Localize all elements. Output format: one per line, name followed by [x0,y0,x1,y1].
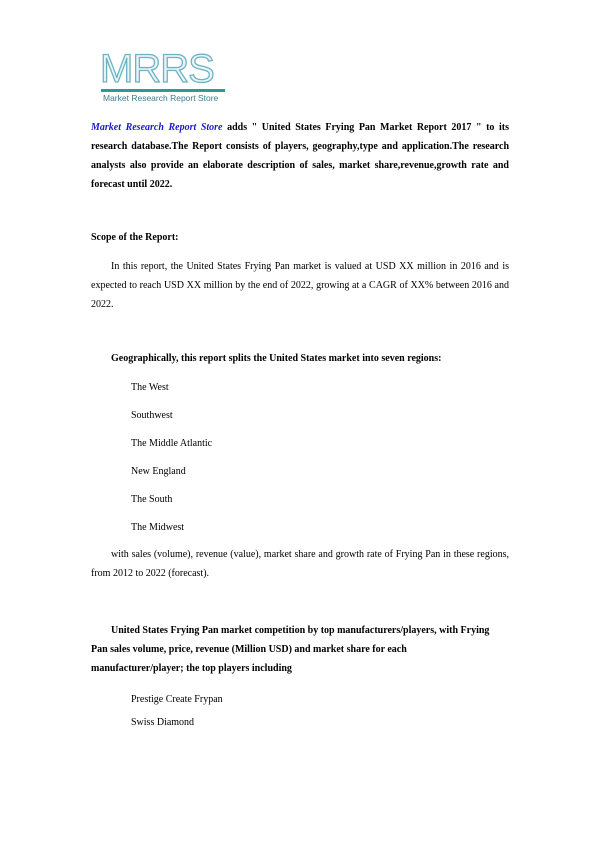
region-item: The South [131,494,173,505]
geo-heading: Geographically, this report splits the United States market into seven regions: [111,353,442,364]
player-item: Swiss Diamond [131,717,195,728]
logo-letters: MRRS [100,50,214,88]
intro-paragraph [91,118,509,194]
region-item: The Middle Atlantic [131,438,213,449]
logo-tagline: Market Research Report Store [103,93,219,103]
scope-paragraph: In this report, the United States Frying Pan market is valued at USD XX million in 2016 and is expected to reach USD XX million by the end of 2022, growing at a CAGR of XX% between 2016 and 2022. [91,261,509,310]
region-item: The West [131,382,169,393]
scope-heading: Scope of the Report: [91,232,179,243]
geo-footer: with sales (volume), revenue (value), market share and growth rate of Frying Pan in these regions, from 2012 to 2022 (forecast). [91,549,509,579]
region-item: The Midwest [131,522,185,533]
intro-text: adds " United States Frying Pan Market Report 2017 " to its research database.The Report consists of players, geography,type and application.The research analysts also provide an elaborate description of sales, market share,revenue,growth rate and forecast until 2022. [91,122,509,190]
logo-bar [101,89,225,92]
competition-heading: United States Frying Pan market competition by top manufacturers/players, with Frying Pan sales volume, price, revenue (Million USD) and market share for each manufacturer/player; the top players including [91,625,490,674]
region-item: New England [131,466,186,477]
player-item: Prestige Create Frypan [131,694,223,705]
mrrs-link[interactable]: Market Research Report Store [91,122,223,133]
region-item: Southwest [131,410,173,421]
